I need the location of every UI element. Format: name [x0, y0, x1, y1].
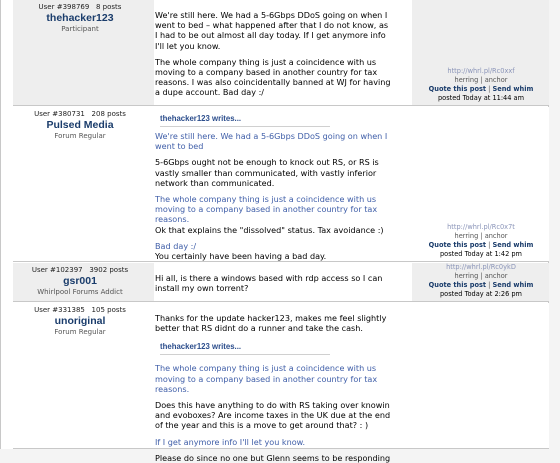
send-whim-link[interactable]: Send whim	[492, 281, 534, 289]
post-text-line: install my own torrent?	[155, 283, 249, 294]
quoted-line: If I get anymore info I'll let you know.	[155, 436, 306, 447]
post-text-line: Please do since no one but Glenn seems to be responding	[155, 452, 391, 463]
post-meta-column	[413, 107, 549, 261]
post-body	[154, 303, 412, 463]
quote-post-link[interactable]: Quote this post	[428, 241, 487, 249]
post-meta-column	[413, 0, 549, 105]
post-text-line: The whole company thing is just a coincidence with us	[155, 56, 377, 67]
meta-actions-row	[413, 281, 549, 290]
post-count: 8 posts	[96, 3, 122, 11]
user-rank: Whirlpool Forums Addict	[37, 288, 123, 296]
meta-links-row	[413, 272, 549, 281]
post-author	[13, 0, 147, 105]
paragraph-gap	[154, 333, 412, 339]
quoted-line: The whole company thing is just a coincidence with us	[155, 194, 377, 205]
meta-url-row	[413, 263, 549, 272]
user-header	[13, 266, 147, 274]
post-body	[154, 107, 412, 261]
post-text-line: moving to a company based in another country for tax	[155, 67, 378, 78]
post-text-line: and evoboxes? Are income taxes in the UK due at the end	[155, 410, 391, 421]
quoted-line: reasons.	[155, 214, 190, 225]
quoted-line: moving to a company based in another country for tax	[155, 373, 378, 384]
post-meta	[413, 223, 549, 259]
quoted-line: We're still here. We had a 5-6Gbps DDoS going on when I	[155, 131, 388, 141]
anchor-link[interactable]: anchor	[484, 272, 508, 280]
post-text-line: of the year and this is a move to get around that? : )	[155, 420, 369, 431]
quote-attribution: thehacker123 writes...	[160, 342, 242, 352]
post-text-line: network than communicated.	[155, 177, 275, 188]
user-rank: Participant	[61, 25, 99, 33]
meta-actions-row	[413, 85, 549, 94]
post-text-line: reasons. I was also coincidentally banned at WJ for having	[155, 77, 391, 88]
user-rank: Forum Regular	[54, 132, 106, 140]
post-count: 3902 posts	[89, 266, 129, 274]
post-text-line: Ok that explains the "dissolved" status. Tax avoidance :)	[155, 224, 384, 235]
post-body	[154, 0, 412, 105]
send-whim-link[interactable]: Send whim	[492, 241, 534, 249]
username-link[interactable]: gsr001	[63, 275, 97, 287]
post-text-line: You certainly have been having a bad day.	[155, 251, 327, 262]
user-header	[13, 110, 147, 118]
forum-post	[13, 303, 549, 463]
username-link[interactable]: Pulsed Media	[46, 119, 114, 131]
meta-links-row	[413, 76, 549, 85]
username-link[interactable]: unoriginal	[54, 315, 106, 327]
separator: |	[478, 232, 485, 240]
permalink[interactable]: http://whrl.pl/Rc0ykD	[446, 263, 516, 271]
post-author	[13, 263, 147, 301]
herring-link[interactable]: herring	[454, 272, 479, 280]
post-meta	[413, 263, 549, 299]
anchor-link[interactable]: anchor	[484, 232, 508, 240]
post-text-line: went to bed – what happened after that I do not know, as	[155, 20, 389, 31]
meta-links-row	[413, 232, 549, 241]
forum-post	[13, 263, 549, 302]
posted-time: posted Today at 1:42 pm	[440, 250, 522, 258]
user-number: User #380731	[34, 110, 85, 118]
username-link[interactable]: thehacker123	[46, 12, 114, 24]
page-scrollbar[interactable]	[549, 0, 560, 449]
send-whim-link[interactable]: Send whim	[492, 85, 534, 93]
user-rank: Forum Regular	[54, 328, 106, 336]
permalink[interactable]: http://whrl.pl/Rc0x7t	[447, 223, 515, 231]
post-text-line: vastly smaller than communicated, with vastly inferior	[155, 167, 377, 178]
post-text-line: I'll let you know.	[155, 40, 221, 51]
posted-time: posted Today at 11:44 am	[437, 94, 525, 102]
user-number: User #102397	[31, 266, 83, 274]
separator: |	[486, 85, 493, 93]
herring-link[interactable]: herring	[454, 76, 479, 84]
forum-post	[13, 107, 549, 262]
user-number: User #331385	[34, 306, 85, 314]
post-author	[13, 303, 147, 448]
post-body	[154, 263, 412, 301]
post-text-line: I had to be out almost all day today. If I get anymore info	[155, 30, 386, 41]
post-text-line: a dupe account. Bad day :/	[155, 87, 265, 98]
post-text-line: 5-6Gbps ought not be enough to knock out RS, or RS is	[155, 157, 379, 168]
quoted-line: went to bed	[155, 141, 204, 152]
post-count: 105 posts	[91, 306, 126, 314]
quote-post-link[interactable]: Quote this post	[428, 281, 487, 289]
post-author	[13, 107, 147, 261]
user-header	[13, 3, 147, 11]
post-meta	[413, 67, 549, 103]
quoted-line: The whole company thing is just a coincidence with us	[155, 363, 377, 374]
quoted-line: moving to a company based in another country for tax	[155, 204, 378, 215]
post-text-line: Does this have anything to do with RS taking over knowin	[155, 400, 390, 411]
post-text-line: better that RS didnt do a runner and take the cash.	[155, 323, 363, 334]
meta-url-row	[413, 67, 549, 76]
meta-actions-row	[413, 241, 549, 250]
quoted-line: Bad day :/	[155, 240, 197, 251]
post-text-line: Thanks for the update hacker123, makes me feel slightly	[155, 313, 387, 323]
post-text-line: Hi all, is there a windows based with rdp access so I can	[155, 273, 383, 283]
forum-post	[13, 0, 549, 106]
quote-post-link[interactable]: Quote this post	[428, 85, 487, 93]
quoted-line: reasons.	[155, 383, 190, 394]
posted-time: posted Today at 2:26 pm	[440, 290, 522, 298]
separator: |	[486, 281, 493, 289]
post-count: 208 posts	[91, 110, 126, 118]
herring-link[interactable]: herring	[454, 232, 479, 240]
separator: |	[478, 272, 485, 280]
post-text-line: We're still here. We had a 5-6Gbps DDoS going on when I	[155, 10, 388, 20]
anchor-link[interactable]: anchor	[484, 76, 508, 84]
user-number: User #398769	[38, 3, 90, 11]
separator: |	[478, 76, 485, 84]
meta-url-row	[413, 223, 549, 232]
permalink[interactable]: http://whrl.pl/Rc0xxf	[447, 67, 515, 75]
separator: |	[486, 241, 493, 249]
post-meta-column	[413, 263, 549, 301]
quote-attribution: thehacker123 writes...	[160, 114, 242, 123]
user-header	[13, 306, 147, 314]
